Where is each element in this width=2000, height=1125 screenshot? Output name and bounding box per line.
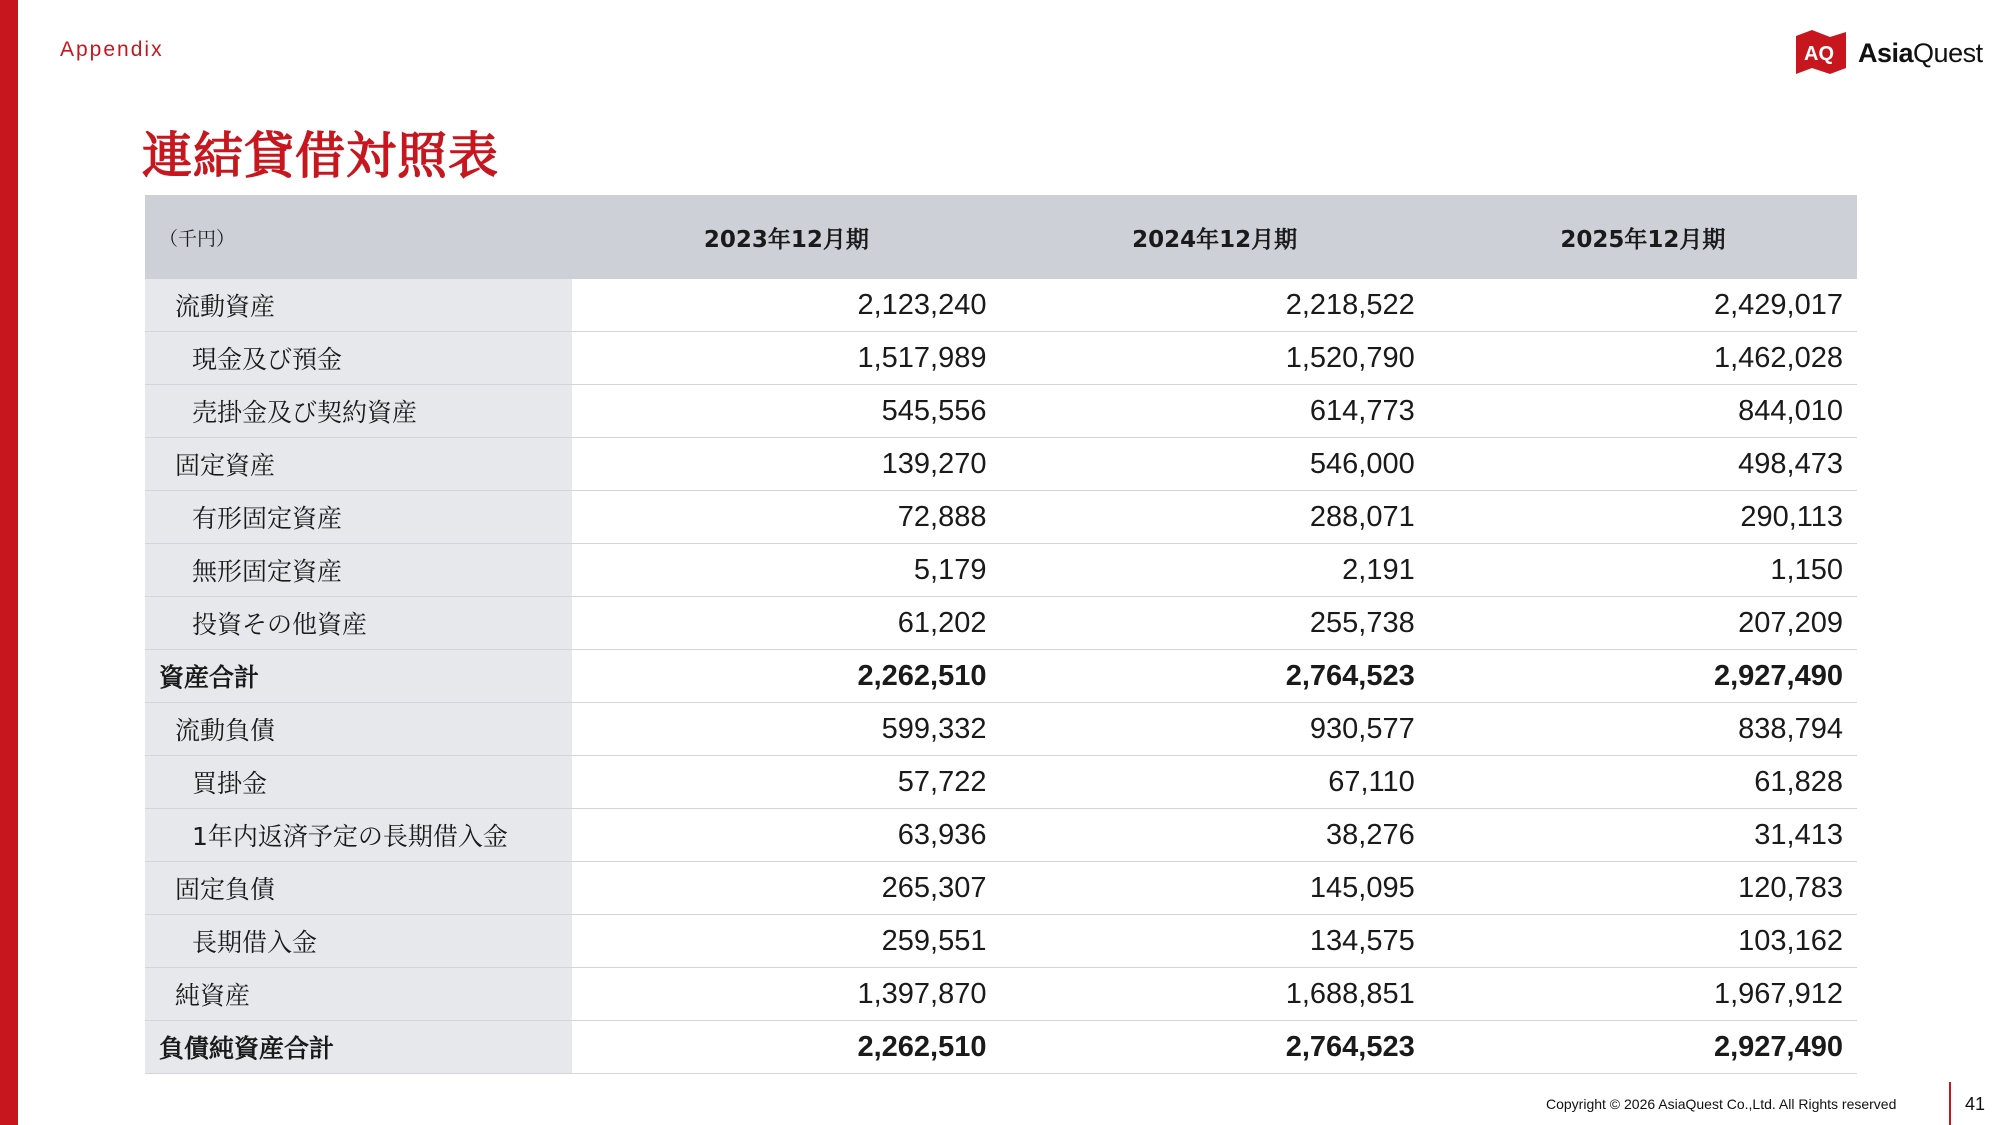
row-value: 63,936 [572,809,1000,862]
row-value: 838,794 [1429,703,1857,756]
row-value: 67,110 [1000,756,1428,809]
row-label: 無形固定資産 [145,544,572,597]
total-row [145,650,1857,703]
row-value: 2,927,490 [1429,650,1857,703]
logo-flag-icon [1790,28,1848,78]
row-value: 265,307 [572,862,1000,915]
row-value: 139,270 [572,438,1000,491]
row-label: 現金及び預金 [145,332,572,385]
row-value: 5,179 [572,544,1000,597]
left-accent-bar [0,0,18,1125]
table-row [145,332,1857,385]
row-value: 103,162 [1429,915,1857,968]
table-row [145,756,1857,809]
row-label: 1年内返済予定の長期借入金 [145,809,572,862]
table-row [145,544,1857,597]
row-value: 2,764,523 [1000,650,1428,703]
row-label: 長期借入金 [145,915,572,968]
logo-wordmark [1858,38,1983,69]
row-label: 資産合計 [145,650,572,703]
company-logo [1790,28,1983,78]
table-row [145,968,1857,1021]
row-label: 売掛金及び契約資産 [145,385,572,438]
page-number: 41 [1965,1094,1986,1114]
unit-label: （千円） [145,195,572,279]
column-header: 2024年12月期 [1000,195,1428,279]
table-row [145,385,1857,438]
row-value: 1,397,870 [572,968,1000,1021]
section-label: Appendix [60,38,164,61]
row-value: 1,967,912 [1429,968,1857,1021]
row-value: 255,738 [1000,597,1428,650]
balance-sheet-table [145,195,1857,1074]
row-label: 純資産 [145,968,572,1021]
row-value: 2,262,510 [572,650,1000,703]
footer-divider [1949,1082,1951,1125]
row-label: 流動資産 [145,279,572,332]
row-label: 流動負債 [145,703,572,756]
row-label: 固定資産 [145,438,572,491]
table-header-row [145,195,1857,279]
logo-name-bold: Asia [1858,37,1914,68]
row-value: 145,095 [1000,862,1428,915]
row-value: 72,888 [572,491,1000,544]
row-value: 2,218,522 [1000,279,1428,332]
table-row [145,862,1857,915]
row-label: 固定負債 [145,862,572,915]
row-value: 2,123,240 [572,279,1000,332]
row-value: 134,575 [1000,915,1428,968]
table-row [145,597,1857,650]
row-value: 207,209 [1429,597,1857,650]
row-value: 290,113 [1429,491,1857,544]
table-row [145,279,1857,332]
row-value: 1,462,028 [1429,332,1857,385]
row-value: 2,429,017 [1429,279,1857,332]
row-value: 1,520,790 [1000,332,1428,385]
row-value: 844,010 [1429,385,1857,438]
row-value: 2,262,510 [572,1021,1000,1074]
table-row [145,915,1857,968]
table-row [145,703,1857,756]
row-value: 546,000 [1000,438,1428,491]
column-header: 2023年12月期 [572,195,1000,279]
row-value: 930,577 [1000,703,1428,756]
table-row [145,438,1857,491]
row-value: 614,773 [1000,385,1428,438]
row-value: 1,688,851 [1000,968,1428,1021]
row-label: 買掛金 [145,756,572,809]
row-value: 2,927,490 [1429,1021,1857,1074]
row-label: 負債純資産合計 [145,1021,572,1074]
row-label: 投資その他資産 [145,597,572,650]
row-value: 120,783 [1429,862,1857,915]
row-value: 545,556 [572,385,1000,438]
row-value: 31,413 [1429,809,1857,862]
row-value: 2,191 [1000,544,1428,597]
row-value: 1,150 [1429,544,1857,597]
row-value: 2,764,523 [1000,1021,1428,1074]
row-value: 61,202 [572,597,1000,650]
row-label: 有形固定資産 [145,491,572,544]
row-value: 57,722 [572,756,1000,809]
row-value: 1,517,989 [572,332,1000,385]
copyright-notice: Copyright © 2026 AsiaQuest Co.,Ltd. All Rights reserved [1546,1096,1897,1112]
page-title: 連結貸借対照表 [142,127,499,185]
column-header: 2025年12月期 [1429,195,1857,279]
table-row [145,809,1857,862]
row-value: 61,828 [1429,756,1857,809]
row-value: 38,276 [1000,809,1428,862]
logo-name-regular: Quest [1913,37,1983,68]
row-value: 288,071 [1000,491,1428,544]
table-row [145,491,1857,544]
total-row [145,1021,1857,1074]
row-value: 259,551 [572,915,1000,968]
row-value: 498,473 [1429,438,1857,491]
logo-mark-text: AQ [1804,43,1834,65]
row-value: 599,332 [572,703,1000,756]
